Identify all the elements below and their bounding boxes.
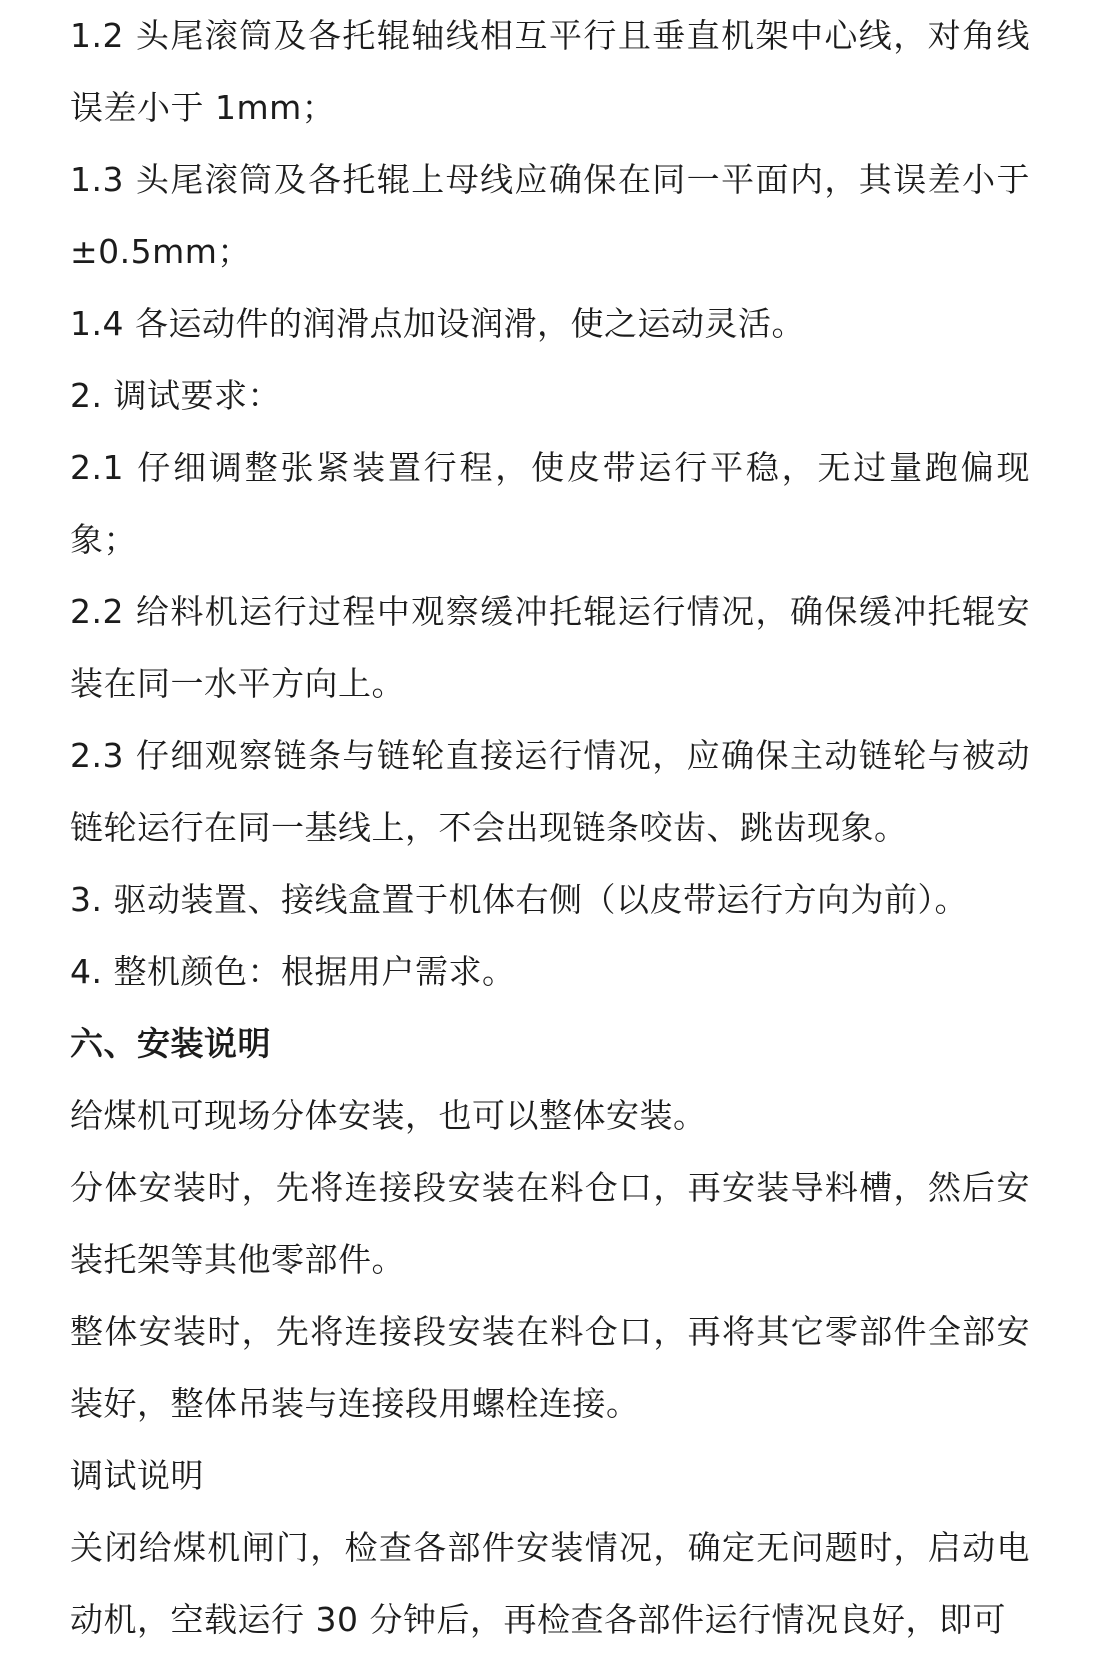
section-heading-installation: 六、安装说明: [70, 1024, 271, 1063]
paragraph-1-3: 1.3 头尾滚筒及各托辊上母线应确保在同一平面内，其误差小于±0.5mm；: [70, 160, 1030, 271]
paragraph-2-1: 2.1 仔细调整张紧装置行程，使皮带运行平稳，无过量跑偏现象；: [70, 448, 1030, 559]
paragraph-1-4: 1.4 各运动件的润滑点加设润滑，使之运动灵活。: [70, 304, 805, 343]
paragraph-1-2: 1.2 头尾滚筒及各托辊轴线相互平行且垂直机架中心线，对角线误差小于 1mm；: [70, 16, 1030, 127]
paragraph-2-3: 2.3 仔细观察链条与链轮直接运行情况，应确保主动链轮与被动链轮运行在同一基线上，不会出现链条咬齿、跳齿现象。: [70, 736, 1030, 847]
paragraph-install-overview: 给煤机可现场分体安装，也可以整体安装。: [70, 1096, 707, 1135]
subheading-debug-instructions: 调试说明: [70, 1456, 204, 1495]
document-page: [70, 0, 1030, 1639]
paragraph-install-split: 分体安装时，先将连接段安装在料仓口，再安装导料槽，然后安装托架等其他零部件。: [70, 1168, 1030, 1279]
paragraph-2-2: 2.2 给料机运行过程中观察缓冲托辊运行情况，确保缓冲托辊安装在同一水平方向上。: [70, 592, 1030, 703]
paragraph-4-color: 4. 整机颜色：根据用户需求。: [70, 952, 516, 991]
paragraph-3-drive-unit: 3. 驱动装置、接线盒置于机体右侧（以皮带运行方向为前）。: [70, 880, 968, 919]
paragraph-debug-procedure: 关闭给煤机闸门，检查各部件安装情况，确定无问题时，启动电动机，空载运行 30 分钟后，再检查各部件运行情况良好，即可: [70, 1528, 1030, 1639]
paragraph-install-whole: 整体安装时，先将连接段安装在料仓口，再将其它零部件全部安装好，整体吊装与连接段用螺栓连接。: [70, 1312, 1030, 1423]
paragraph-2-debug-requirements: 2. 调试要求：: [70, 376, 281, 415]
